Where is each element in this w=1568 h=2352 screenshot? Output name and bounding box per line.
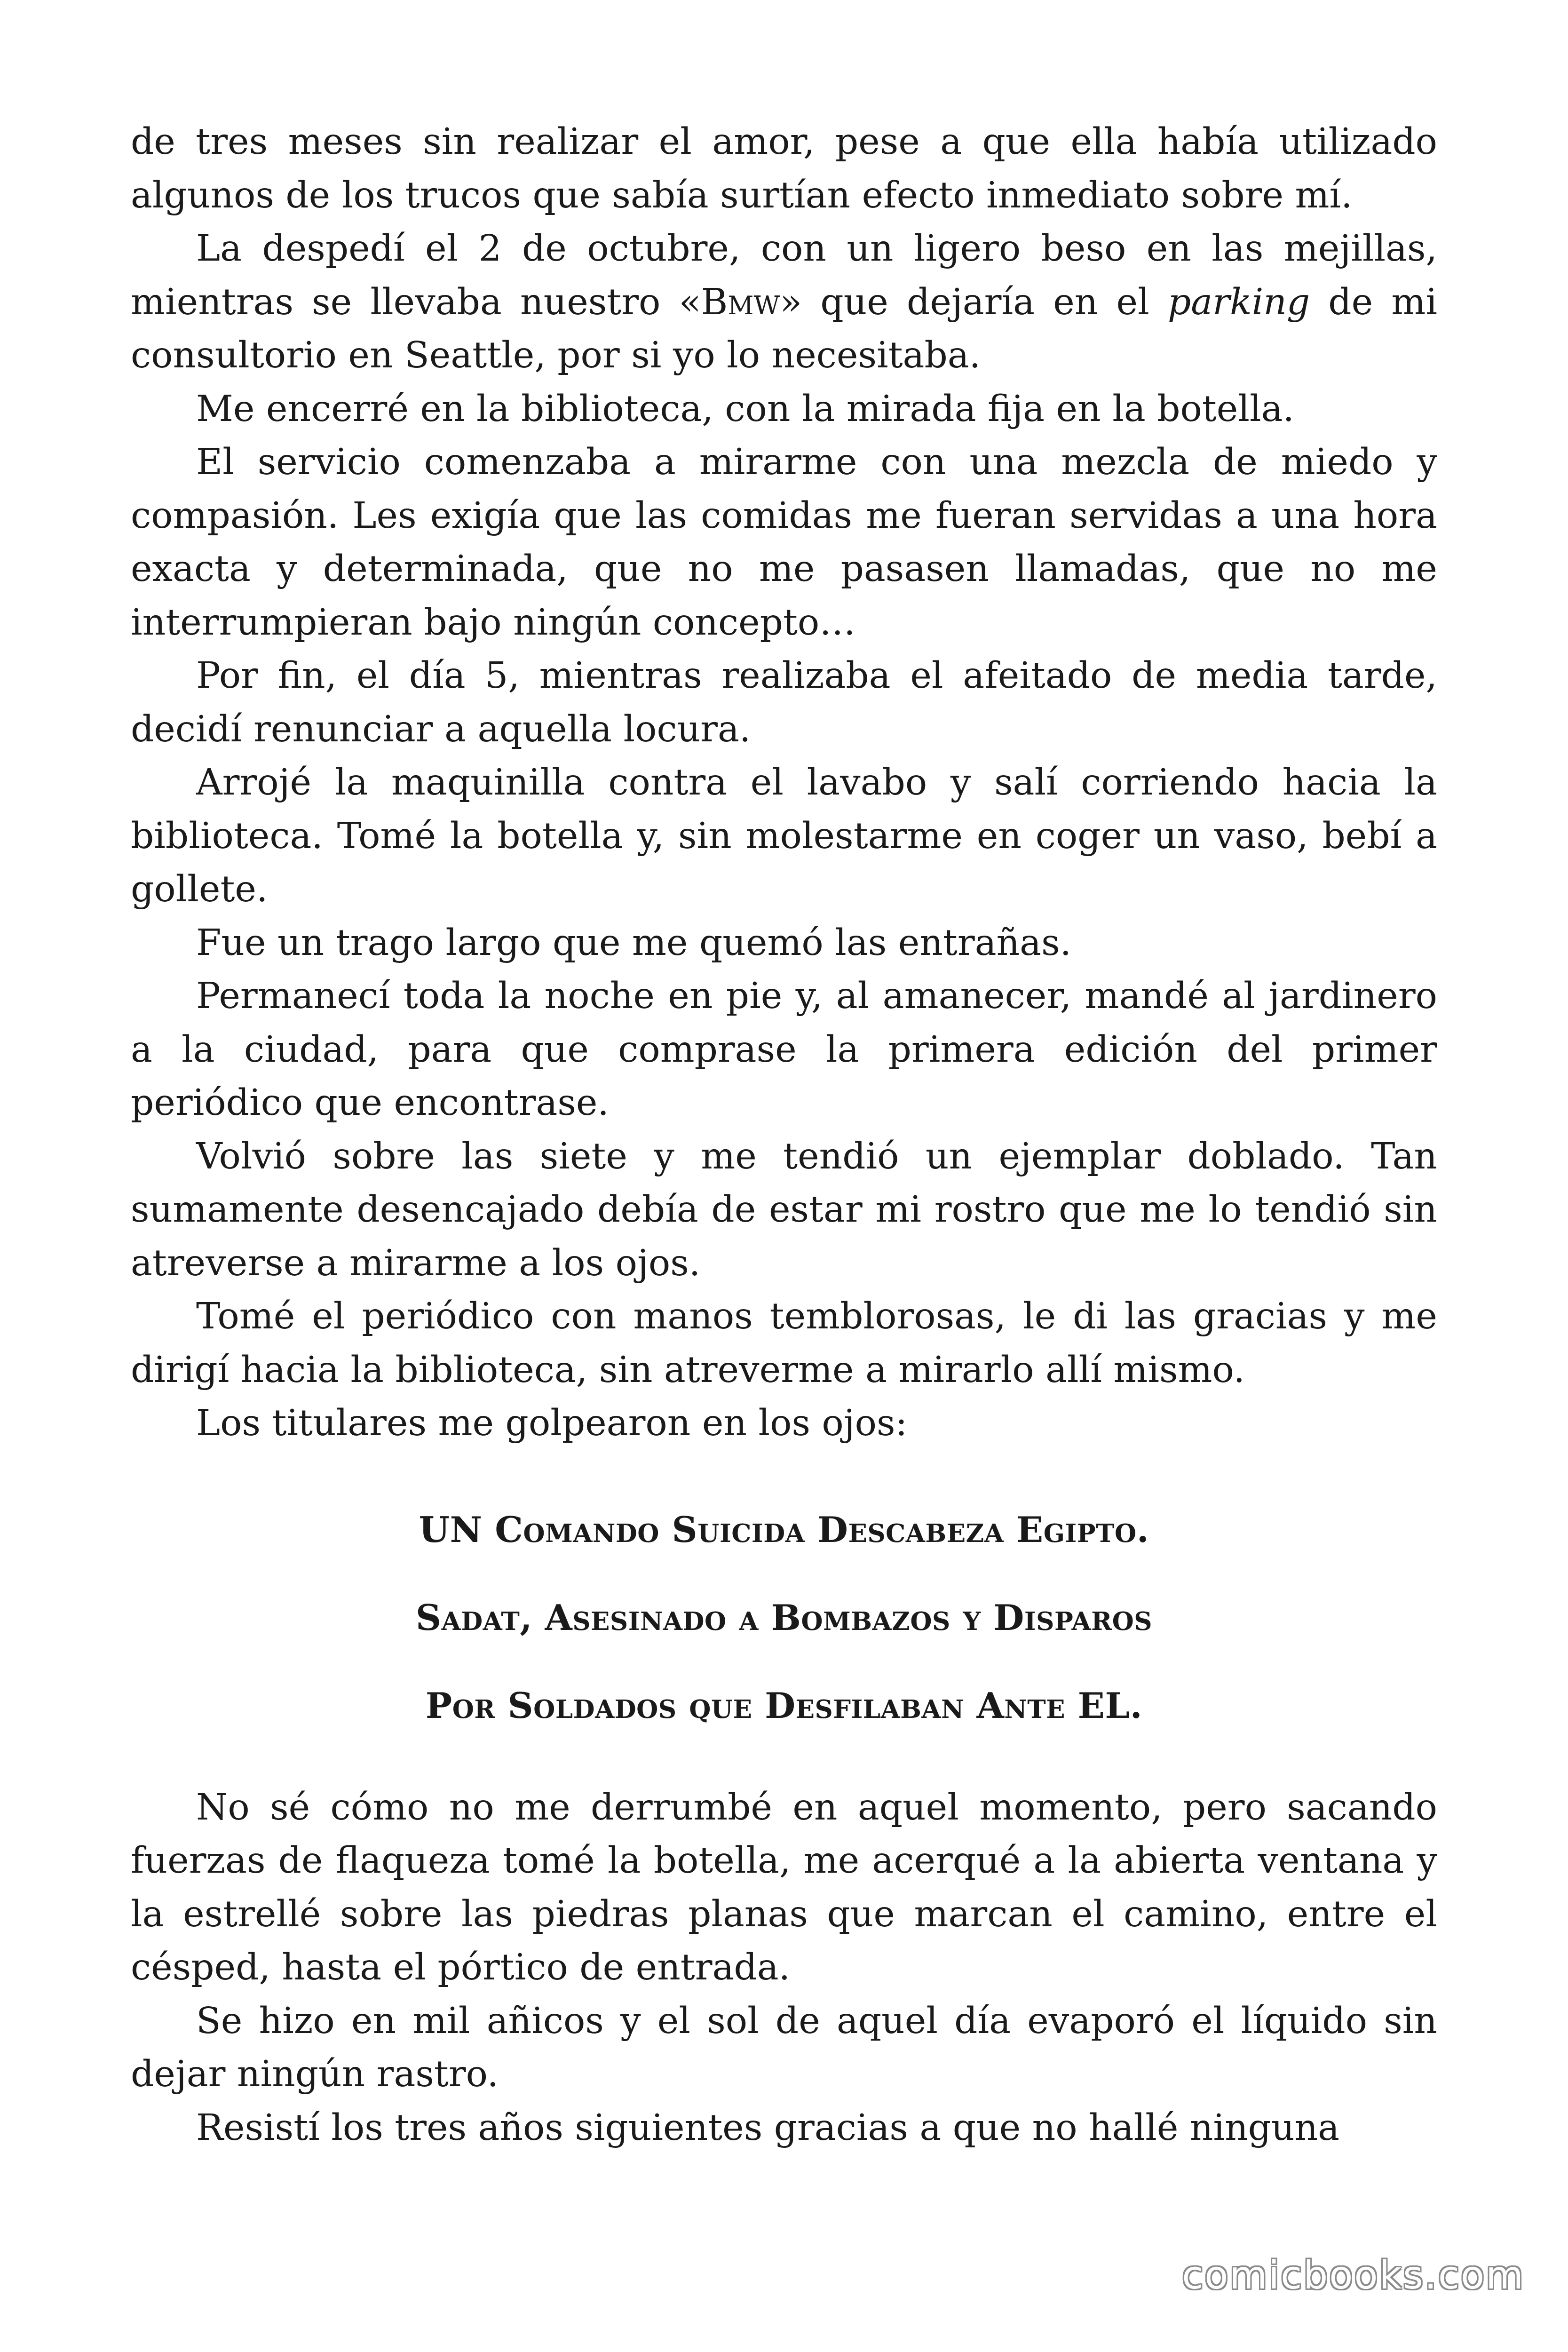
paragraph: Fue un trago largo que me quemó las entrañas. [196, 922, 1072, 964]
paragraph: Tomé el periódico con manos temblorosas, le di las gracias y me dirigí hacia la biblioteca, sin atreverme a mirarlo allí mismo. [131, 1295, 1437, 1391]
paragraph: Me encerré en la biblioteca, con la mirada fija en la botella. [196, 388, 1295, 430]
paragraph: Por fin, el día 5, mientras realizaba el afeitado de media tarde, decidí renunciar a aquella locura. [131, 655, 1437, 750]
brand-name: Bmw [701, 281, 780, 323]
headline: UN Comando Suicida Descabeza Egipto. [419, 1509, 1149, 1550]
paragraph: Se hizo en mil añicos y el sol de aquel día evaporó el líquido sin dejar ningún rastro. [131, 2000, 1437, 2095]
paragraph [131, 222, 1437, 382]
headline: Por Soldados que Desfilaban Ante EL. [425, 1685, 1143, 1726]
headline: Sadat, Asesinado a Bombazos y Disparos [415, 1597, 1153, 1638]
paragraph: Resistí los tres años siguientes gracias a que no hallé ninguna [196, 2106, 1340, 2149]
paragraph: de tres meses sin realizar el amor, pese a que ella había utilizado algunos de los trucos que sabía surtían efecto inmediato sobre mí. [131, 121, 1437, 216]
book-page [131, 115, 1437, 2154]
paragraph: Los titulares me golpearon en los ojos: [196, 1402, 908, 1444]
paragraph: Permanecí toda la noche en pie y, al amanecer, mandé al jardinero a la ciudad, para que comprase la primera edición del primer periódico que encontrase. [131, 975, 1437, 1124]
paragraph-text: » que dejaría en el [780, 281, 1168, 323]
paragraph: Volvió sobre las siete y me tendió un ejemplar doblado. Tan sumamente desencajado debía de estar mi rostro que me lo tendió sin atreverse a mirarme a los ojos. [131, 1135, 1437, 1284]
watermark: comicbooks.com [1182, 2253, 1525, 2298]
italic-term: parking [1167, 281, 1310, 323]
paragraph: No sé cómo no me derrumbé en aquel momento, pero sacando fuerzas de flaqueza tomé la botella, me acerqué a la abierta ventana y la estrellé sobre las piedras planas que marcan el camino, entre el césped, hasta el pórtico de entrada. [131, 1786, 1437, 1988]
paragraph-text: La despedí el 2 de octubre, con un ligero beso en las mejillas, mientras se llevaba nuestro « [131, 228, 1437, 323]
newspaper-headlines [131, 1486, 1437, 1750]
paragraph: El servicio comenzaba a mirarme con una mezcla de miedo y compasión. Les exigía que las comidas me fueran servidas a una hora exacta y determinada, que no me pasasen llamadas, que no me interrumpieran bajo ningún concepto… [131, 441, 1437, 644]
paragraph: Arrojé la maquinilla contra el lavabo y salí corriendo hacia la biblioteca. Tomé la botella y, sin molestarme en coger un vaso, bebí a gollete. [131, 762, 1437, 910]
paragraph-text: de mi consultorio en Seattle, por si yo lo necesitaba. [131, 281, 1437, 376]
